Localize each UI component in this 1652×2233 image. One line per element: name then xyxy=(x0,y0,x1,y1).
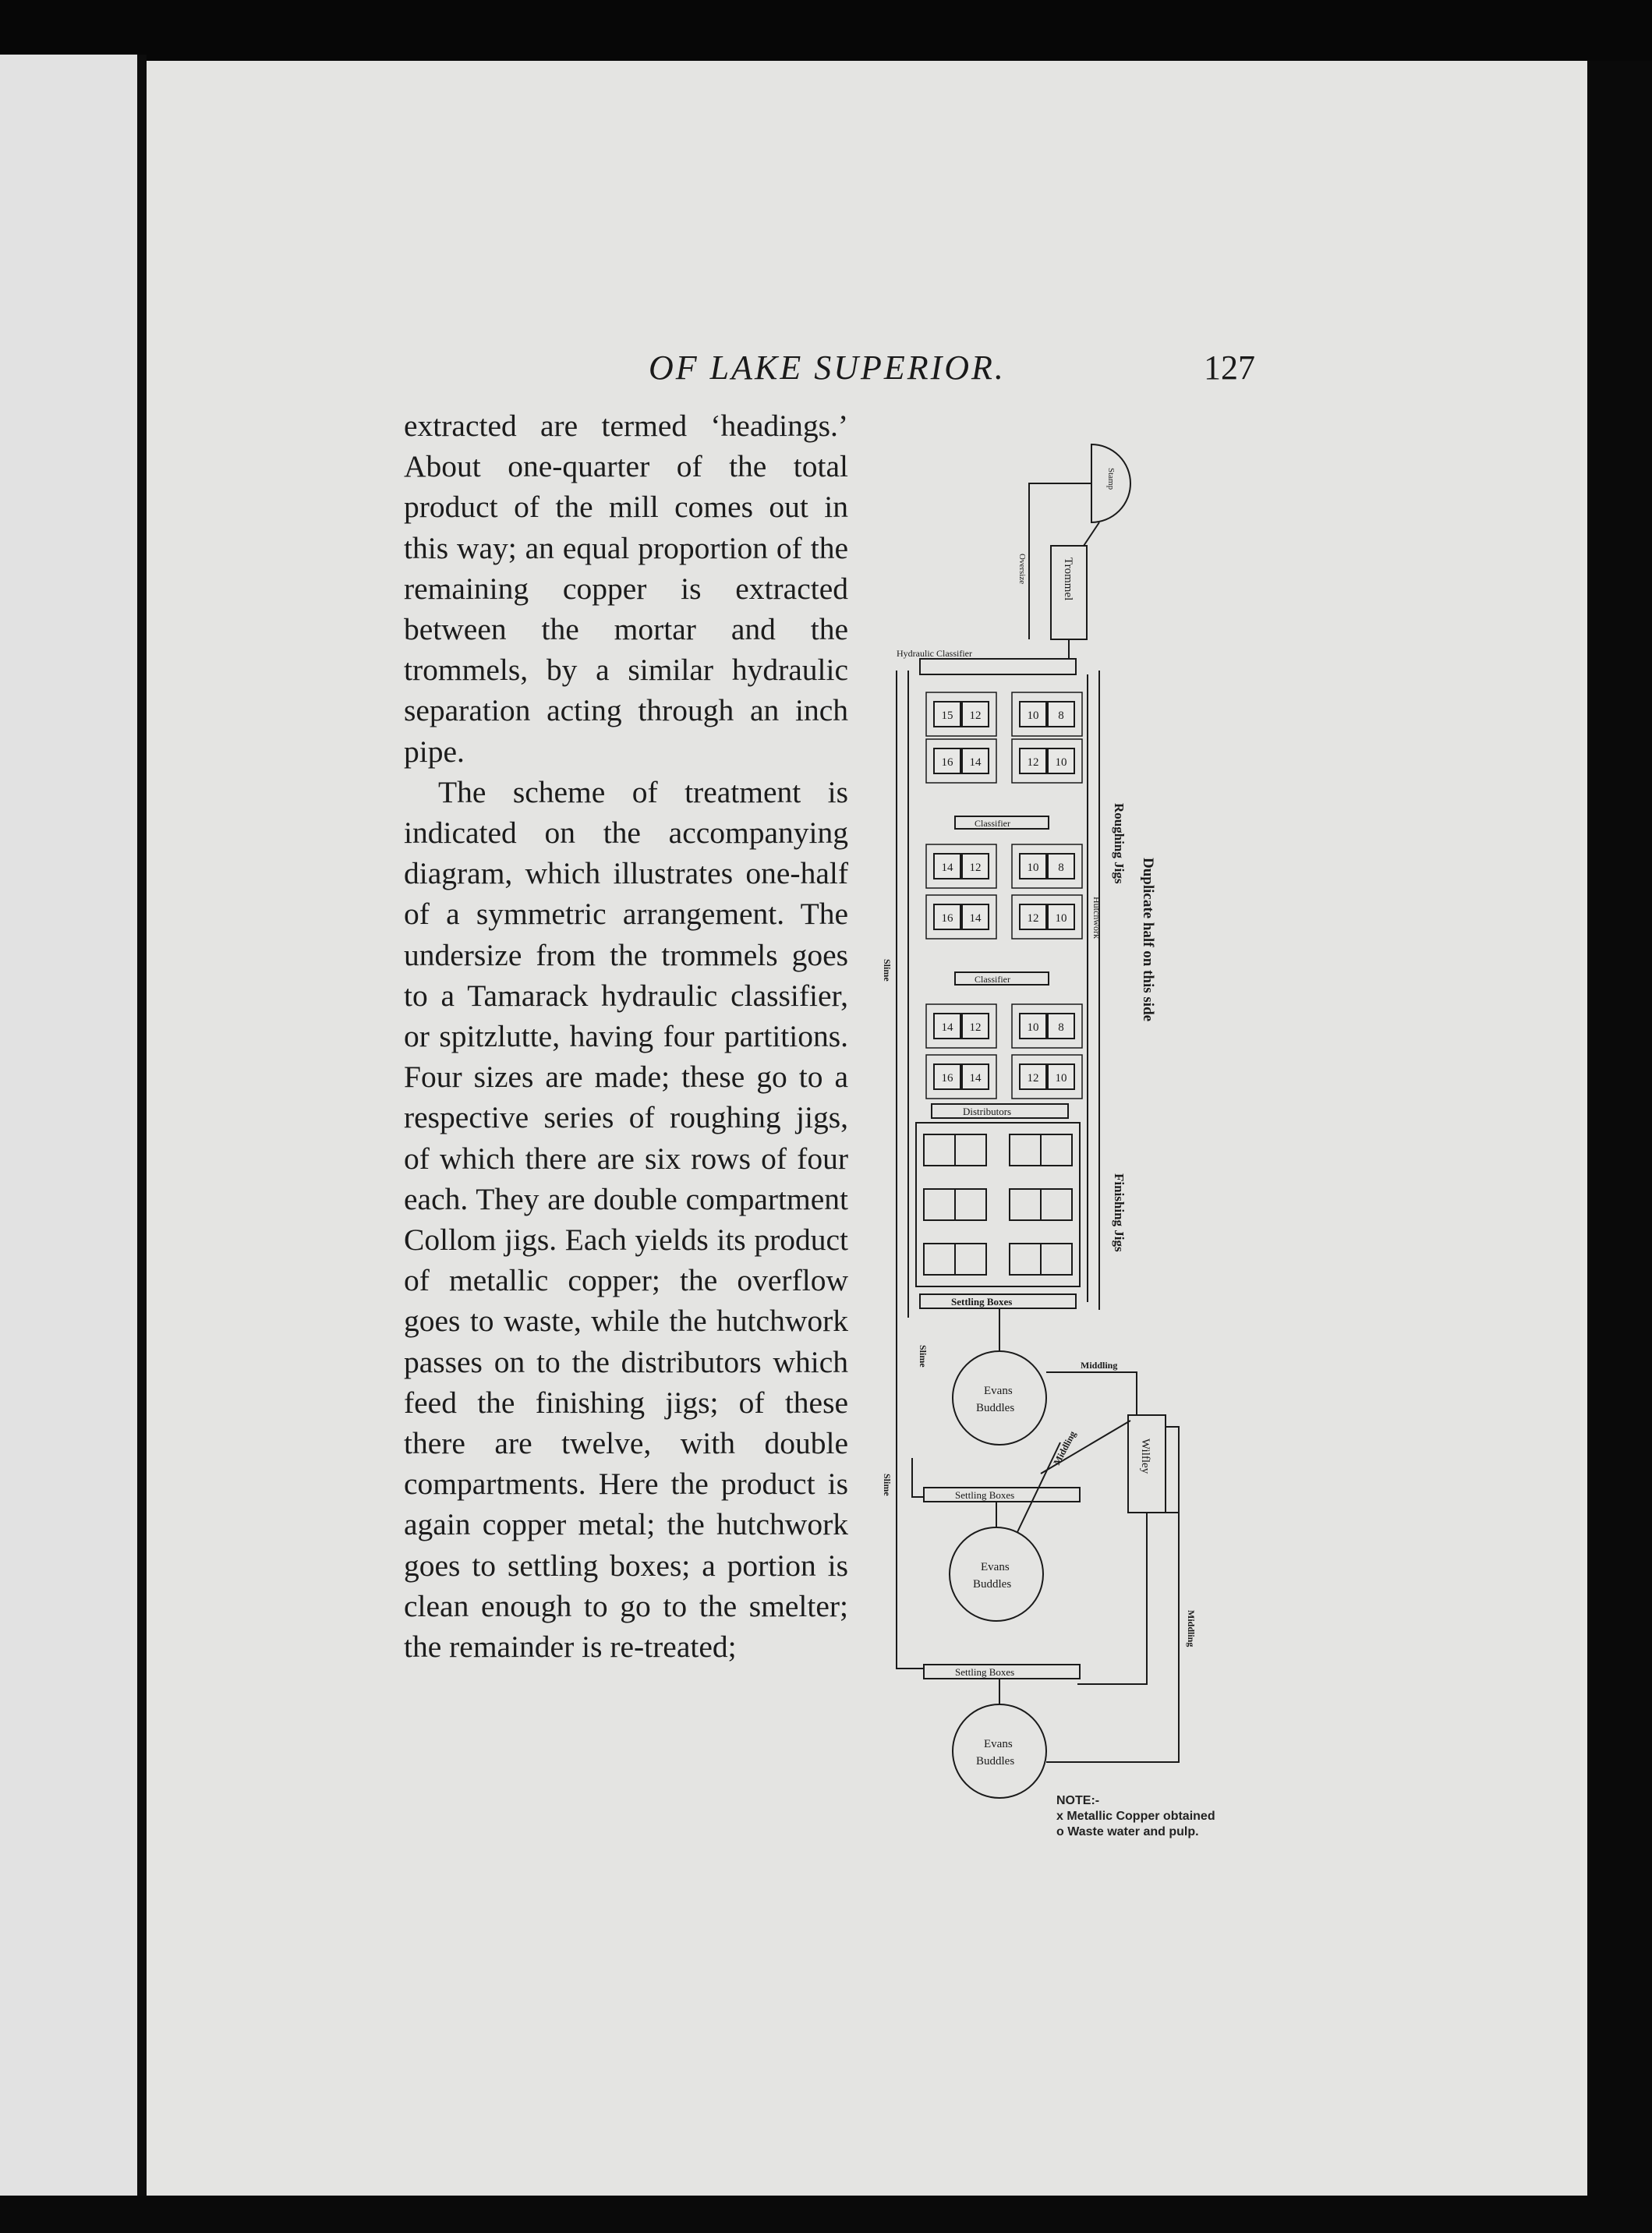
finishing-jigs-label: Finishing Jigs xyxy=(1112,1173,1127,1252)
jig-number: 14 xyxy=(941,1021,953,1034)
jig-number: 10 xyxy=(1027,1021,1039,1034)
wilfley-label: Wilfley xyxy=(1139,1439,1151,1474)
jig-number: 10 xyxy=(1055,756,1067,769)
hydraulic-classifier-label: Hydraulic Classifier xyxy=(897,648,972,659)
mill-flow-diagram xyxy=(873,437,1263,1863)
jig-number: 12 xyxy=(969,1021,982,1034)
stamp-to-trommel-line xyxy=(1084,522,1099,546)
buddles-label-buddles: Buddles xyxy=(976,1755,1015,1768)
middling-label: Middling xyxy=(1051,1429,1078,1467)
finishing-jigs-frame xyxy=(916,1123,1080,1286)
oversize-line xyxy=(1029,483,1091,639)
note-title: NOTE:- xyxy=(1056,1794,1100,1807)
jig-number: 8 xyxy=(1058,710,1064,722)
evans-buddles-1 xyxy=(953,1351,1046,1445)
jig-number: 10 xyxy=(1027,862,1039,874)
running-head: OF LAKE SUPERIOR. xyxy=(649,349,1006,387)
scan-border-right xyxy=(1587,61,1652,2233)
jig-number: 12 xyxy=(1027,756,1039,769)
jig-number: 15 xyxy=(941,710,953,722)
middling-label: Middling xyxy=(1186,1610,1197,1647)
jig-number: 8 xyxy=(1058,862,1064,874)
classifier-label: Classifier xyxy=(975,818,1010,829)
diagram-note xyxy=(1056,1793,1215,1840)
slime-label: Slime xyxy=(918,1345,929,1368)
jig-number: 10 xyxy=(1027,710,1039,722)
body-text xyxy=(404,405,848,1667)
roughing-jigs-label: Roughing Jigs xyxy=(1112,803,1127,884)
jig-number: 16 xyxy=(941,756,953,769)
jig-number: 12 xyxy=(1027,912,1039,925)
evans-buddles-2 xyxy=(950,1527,1043,1621)
jig-number: 12 xyxy=(1027,1072,1039,1085)
paragraph: The scheme of treatment is indicated on the accompanying diagram, which illustrates one-half of a symmetric arrangement. The undersize from the trommels goes to a Tamarack hydraulic classifier, or spitzlutte, having four partitions. Four sizes are made; these go to a respective series of roughing jigs, of which there are six rows of four each. They are double compartment Collom jigs. Each yields its product of metallic copper; the overflow goes to waste, while the hutchwork passes on to the distributors which feed the finishing jigs; of these there are twelve, with double compartments. Here the product is again copper metal; the hutchwork goes to settling boxes; a portion is clean enough to go to the smelter; the remainder is re-treated; xyxy=(404,774,848,1665)
settling-boxes-label: Settling Boxes xyxy=(955,1489,1015,1501)
jig-number: 10 xyxy=(1055,1072,1067,1085)
jig-number: 16 xyxy=(941,912,953,925)
buddles-label-evans: Evans xyxy=(984,1738,1013,1750)
jig-number: 14 xyxy=(969,1072,982,1085)
note-metallic-copper: x Metallic Copper obtained xyxy=(1056,1810,1215,1823)
jig-number: 10 xyxy=(1055,912,1067,925)
settling-boxes-label: Settling Boxes xyxy=(951,1296,1013,1308)
classifier-label: Classifier xyxy=(975,974,1010,985)
paragraph: extracted are termed ‘headings.’ About one-quarter of the total product of the mill comes out in this way; an equal proportion of the remaining copper is extracted between the mortar and the trommels, by a similar hydraulic separation acting through an inch pipe. xyxy=(404,409,848,769)
roughing-jigs-grid xyxy=(926,692,1082,1099)
oversize-label: Oversize xyxy=(1017,554,1027,585)
book-gutter xyxy=(137,55,147,2206)
buddles-label-buddles: Buddles xyxy=(976,1402,1015,1414)
jig-number: 16 xyxy=(941,1072,953,1085)
jig-number: 12 xyxy=(969,862,982,874)
hutchwork-label: Hutchwork xyxy=(1091,897,1102,939)
buddles-label-buddles: Buddles xyxy=(973,1578,1012,1591)
scan-border-bottom xyxy=(0,2196,1652,2233)
facing-page-edge xyxy=(0,55,139,2199)
flow-diagram-svg xyxy=(873,437,1263,1863)
slime-label: Slime xyxy=(882,959,893,982)
buddles-label-evans: Evans xyxy=(984,1385,1013,1397)
settling-boxes-label: Settling Boxes xyxy=(955,1666,1015,1678)
scan-border-top xyxy=(0,0,1652,61)
jig-number: 14 xyxy=(941,862,953,874)
jig-number: 8 xyxy=(1058,1021,1064,1034)
page-number: 127 xyxy=(1204,349,1255,387)
slime-label: Slime xyxy=(882,1474,893,1496)
jig-number: 14 xyxy=(969,912,982,925)
middling-label: Middling xyxy=(1081,1360,1118,1371)
trommel-label: Trommel xyxy=(1062,557,1074,601)
note-waste-water: o Waste water and pulp. xyxy=(1056,1825,1199,1838)
buddles-label-evans: Evans xyxy=(981,1561,1010,1573)
distributors-label: Distributors xyxy=(963,1106,1012,1117)
hydraulic-classifier-box xyxy=(920,659,1076,674)
jig-number: 14 xyxy=(969,756,982,769)
evans-buddles-3 xyxy=(953,1704,1046,1798)
jig-number: 12 xyxy=(969,710,982,722)
duplicate-half-label: Duplicate half on this side xyxy=(1140,858,1156,1022)
stamp-label: Stamp xyxy=(1106,468,1116,490)
